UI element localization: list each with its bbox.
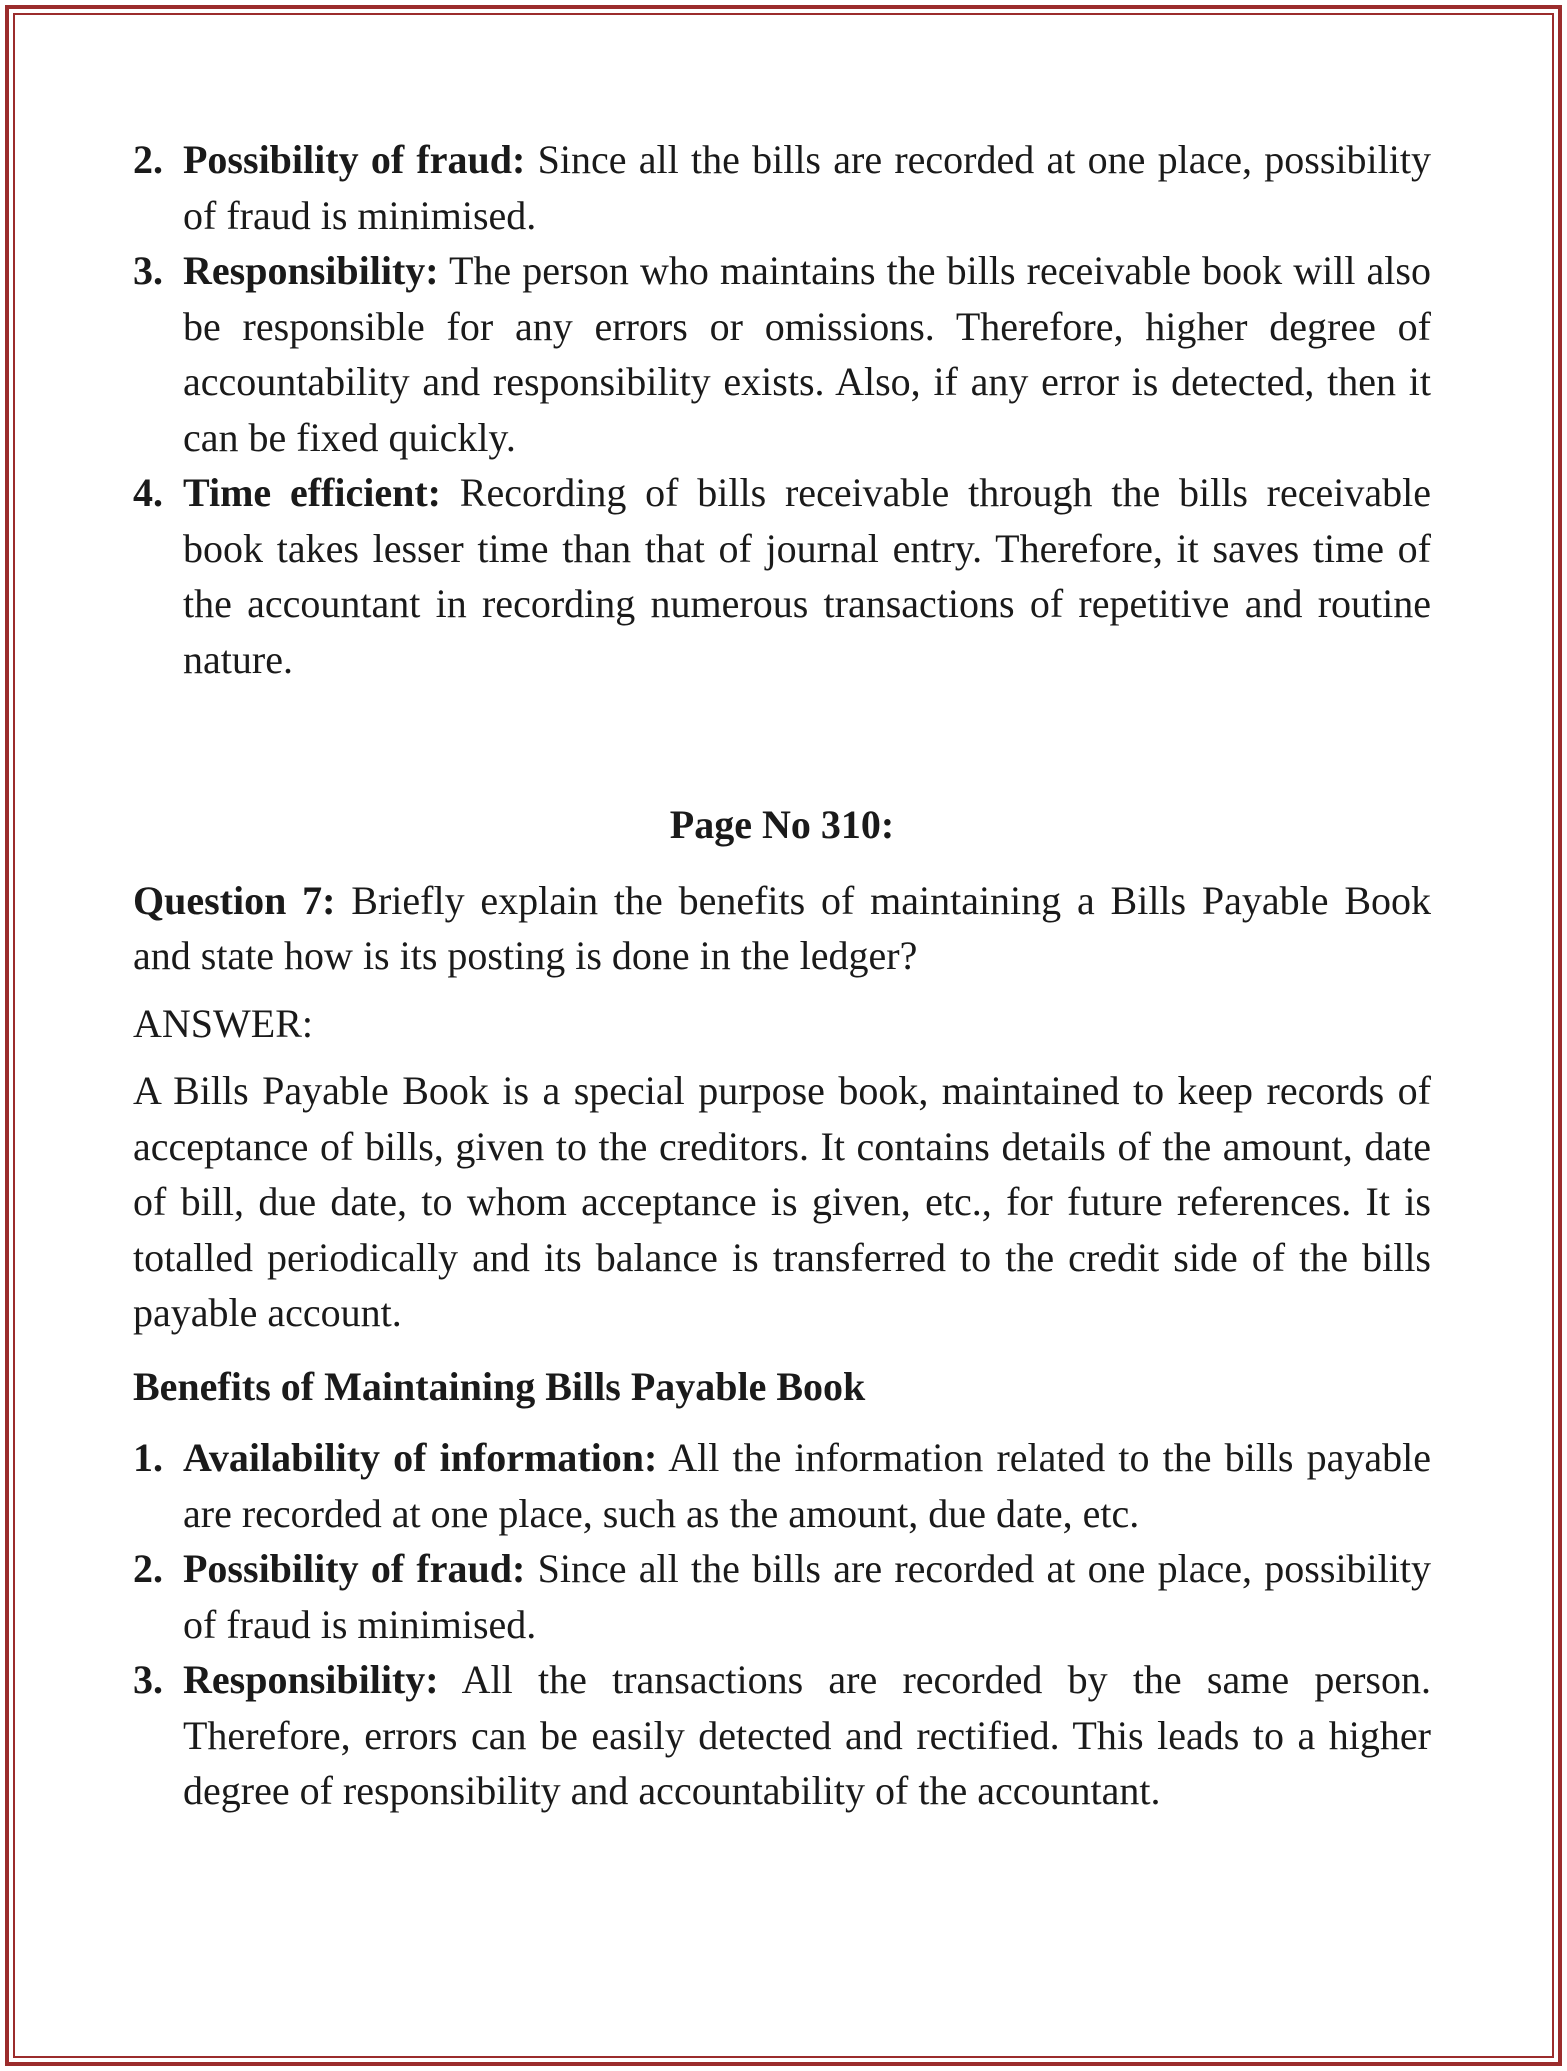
question-label: Question 7: [133,877,336,923]
list-item [133,243,1431,465]
section-heading: Benefits of Maintaining Bills Payable Book [133,1363,866,1409]
list-item-term: Responsibility: [183,248,439,293]
question-text: Briefly explain the benefits of maintaining a Bills Payable Book and state how is its posting is done in the ledger? [133,877,1431,978]
list-item-text: The person who maintains the bills receivable book will also be responsible for any errors or omissions. Therefore, higher degree of accountability and responsibility exists. Also, if any error is detected, then it can be fixed quickly. [183,248,1431,460]
list-item-text: All the information related to the bills payable are recorded at one place, such as the amount, due date, etc. [183,1435,1431,1536]
question [133,873,1431,984]
list-item [133,1652,1431,1819]
list-item-number: 1. [133,1435,163,1480]
list-item-term: Possibility of fraud: [183,137,526,182]
list-item-number: 3. [133,1657,163,1702]
list-item-term: Responsibility: [183,1657,439,1702]
document-body [133,132,1431,1819]
list-item-text: All the transactions are recorded by the same person. Therefore, errors can be easily detected and rectified. This leads to a higher degree of responsibility and accountability of the accountant. [183,1657,1431,1813]
list-item [133,465,1431,687]
list-item-number: 2. [133,137,163,182]
list-item-number: 4. [133,470,163,515]
list-item-text: Recording of bills receivable through the bills receivable book takes lesser time than that of journal entry. Therefore, it saves time of the accountant in recording numerous transactions of repetitive and routine nature. [183,470,1432,682]
list-item-text: Since all the bills are recorded at one place, possibility of fraud is minimised. [183,1546,1432,1647]
list-item-term: Time efficient: [183,470,441,515]
list-item-number: 2. [133,1546,163,1591]
answer-label: ANSWER: [133,1000,313,1046]
list-item [133,132,1431,243]
page-number-heading: Page No 310: [669,802,895,847]
list-item-term: Possibility of fraud: [183,1546,526,1591]
benefits-list-bills-payable [133,1430,1431,1819]
list-item-term: Availability of information: [183,1435,658,1480]
list-item-number: 3. [133,248,163,293]
list-item-text: Since all the bills are recorded at one place, possibility of fraud is minimised. [183,137,1432,238]
list-item [133,1541,1431,1652]
advantages-list-bills-receivable [133,132,1431,687]
answer-paragraph: A Bills Payable Book is a special purpose book, maintained to keep records of acceptance of bills, given to the creditors. It contains details of the amount, date of bill, due date, to whom acceptance is given, etc., for future references. It is totalled periodically and its balance is transferred to the credit side of the bills payable account. [133,1068,1431,1335]
list-item [133,1430,1431,1541]
